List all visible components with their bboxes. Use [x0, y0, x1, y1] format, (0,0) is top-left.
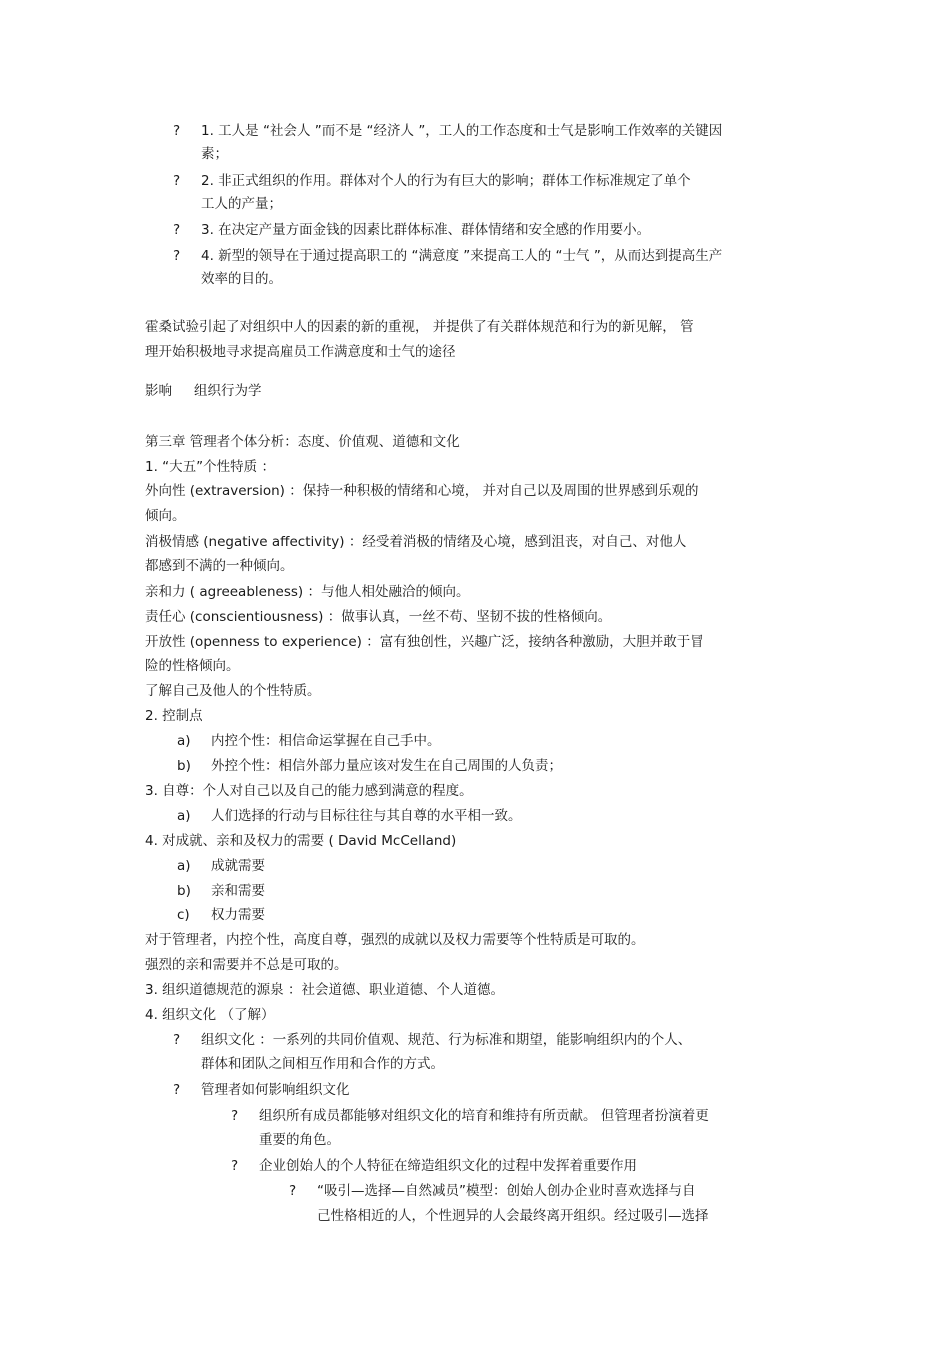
paragraph-line: 都感到不满的一种倾向。	[145, 558, 294, 574]
bullet-marker: ?	[173, 123, 181, 139]
section-heading: 3. 组织道德规范的源泉 ：社会道德、职业道德、个人道德。	[145, 982, 504, 998]
sub-item-marker: a)	[177, 733, 191, 749]
list-item-line: 素；	[201, 146, 228, 162]
sub-item-marker: c)	[177, 907, 190, 923]
bullet-marker: ?	[231, 1158, 239, 1174]
list-item-line: 4. 新型的领导在于通过提高职工的 “满意度 ”来提高工人的 “士气 ”，从而达到提高生产	[201, 248, 723, 264]
list-item-line: “吸引—选择—自然减员”模型：创始人创办企业时喜欢选择与自	[317, 1183, 696, 1199]
section-heading: 2. 控制点	[145, 708, 203, 724]
bullet-marker: ?	[173, 222, 181, 238]
influence-value: 组织行为学	[194, 383, 262, 399]
paragraph-line: 开放性 (openness to experience) ：富有独创性，兴趣广泛，接纳各种激励，大胆并敢于冒	[145, 634, 704, 650]
bullet-marker: ?	[231, 1108, 239, 1124]
paragraph-line: 了解自己及他人的个性特质。	[145, 683, 321, 699]
paragraph-line: 倾向。	[145, 508, 186, 524]
bullet-marker: ?	[173, 1032, 181, 1048]
list-item-line: 群体和团队之间相互作用和合作的方式。	[201, 1056, 444, 1072]
list-item-line: 重要的角色。	[259, 1132, 340, 1148]
sub-item-marker: a)	[177, 808, 191, 824]
list-item-line: 己性格相近的人，个性迥异的人会最终离开组织。经过吸引—选择	[317, 1208, 709, 1224]
paragraph-line: 对于管理者，内控个性，高度自尊，强烈的成就以及权力需要等个性特质是可取的。	[145, 932, 645, 948]
list-item-line: 2. 非正式组织的作用。群体对个人的行为有巨大的影响；群体工作标准规定了单个	[201, 173, 691, 189]
paragraph-line: 险的性格倾向。	[145, 658, 240, 674]
paragraph-line: 强烈的亲和需要并不总是可取的。	[145, 957, 348, 973]
sub-item-text: 成就需要	[211, 858, 265, 874]
paragraph-line: 责任心 (conscientiousness) ：做事认真，一丝不苟、坚韧不拔的性格倾向。	[145, 609, 612, 625]
list-item-line: 工人的产量；	[201, 196, 282, 212]
sub-item-text: 亲和需要	[211, 883, 265, 899]
list-item-line: 管理者如何影响组织文化	[201, 1082, 350, 1098]
bullet-marker: ?	[173, 248, 181, 264]
section-heading: 1. “大五”个性特质 ：	[145, 459, 275, 475]
paragraph-line: 理开始积极地寻求提高雇员工作满意度和士气的途径	[145, 344, 456, 360]
influence-label: 影响	[145, 383, 172, 399]
bullet-marker: ?	[289, 1183, 297, 1199]
sub-item-marker: a)	[177, 858, 191, 874]
sub-item-text: 权力需要	[211, 907, 265, 923]
bullet-marker: ?	[173, 173, 181, 189]
paragraph-line: 亲和力 ( agreeableness) ：与他人相处融洽的倾向。	[145, 584, 470, 600]
section-heading: 4. 组织文化 （了解）	[145, 1007, 275, 1023]
list-item-line: 1. 工人是 “社会人 ”而不是 “经济人 ”，工人的工作态度和士气是影响工作效率的关键因	[201, 123, 723, 139]
sub-item-marker: b)	[177, 883, 191, 899]
section-heading: 3. 自尊：个人对自己以及自己的能力感到满意的程度。	[145, 783, 473, 799]
paragraph-line: 消极情感 (negative affectivity) ：经受着消极的情绪及心境，感到沮丧，对自己、对他人	[145, 534, 687, 550]
list-item-line: 3. 在决定产量方面金钱的因素比群体标准、群体情绪和安全感的作用要小。	[201, 222, 651, 238]
list-item-line: 组织文化 ：一系列的共同价值观、规范、行为标准和期望，能影响组织内的个人、	[201, 1032, 692, 1048]
sub-item-text: 外控个性：相信外部力量应该对发生在自己周围的人负责；	[211, 758, 562, 774]
paragraph-line: 外向性 (extraversion) ：保持一种积极的情绪和心境， 并对自己以及周围的世界感到乐观的	[145, 483, 699, 499]
list-item-line: 效率的目的。	[201, 271, 282, 287]
sub-item-text: 内控个性：相信命运掌握在自己手中。	[211, 733, 441, 749]
list-item-line: 组织所有成员都能够对组织文化的培育和维持有所贡献。 但管理者扮演着更	[259, 1108, 709, 1124]
list-item-line: 企业创始人的个人特征在缔造组织文化的过程中发挥着重要作用	[259, 1158, 637, 1174]
bullet-marker: ?	[173, 1082, 181, 1098]
sub-item-text: 人们选择的行动与目标往往与其自尊的水平相一致。	[211, 808, 522, 824]
sub-item-marker: b)	[177, 758, 191, 774]
chapter-heading: 第三章 管理者个体分析：态度、价值观、道德和文化	[145, 434, 460, 450]
section-heading: 4. 对成就、亲和及权力的需要 ( David McCelland)	[145, 833, 457, 849]
paragraph-line: 霍桑试验引起了对组织中人的因素的新的重视， 并提供了有关群体规范和行为的新见解， 管	[145, 319, 694, 335]
